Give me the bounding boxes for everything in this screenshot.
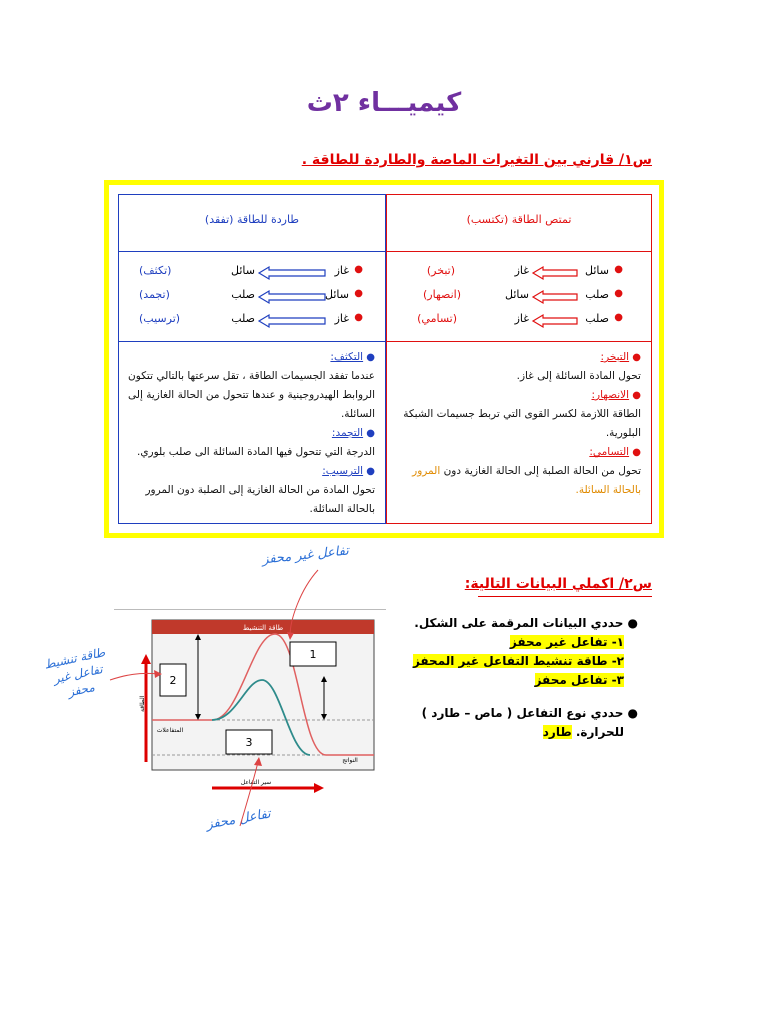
answer-type: طارد	[542, 725, 572, 739]
state-to: غاز	[514, 264, 529, 277]
question-2: س٢/ اكملي البيانات التالية:	[464, 576, 652, 592]
energy-diagram	[140, 612, 386, 802]
page-title: كيميـــاء ٢ث	[306, 88, 462, 118]
release-rows-cell	[118, 252, 386, 342]
list-item: للحرارة.	[575, 725, 624, 739]
state-from: سائل	[325, 288, 349, 301]
state-from: غاز	[334, 264, 349, 277]
term-evaporation: التبخر:	[600, 351, 630, 363]
reactants-label: المتفاعلات	[156, 727, 184, 734]
state-from: سائل	[585, 264, 609, 277]
state-from: صلب	[585, 312, 609, 325]
term-freezing: التجمد:	[331, 427, 364, 439]
release-row: ● سائل صلب (تجمد)	[139, 288, 363, 301]
answer-1: ١- تفاعل غير محفز	[509, 635, 624, 649]
divider	[114, 609, 386, 610]
definition: الطاقة اللازمة لكسر القوى التي تربط جسيمات الشبكة البلورية.	[403, 408, 641, 439]
arrow-icon	[533, 315, 577, 327]
absorb-row: ● صلب سائل (انصهار)	[423, 288, 623, 301]
label-3: 3	[245, 736, 253, 749]
answers-list: ● حددي البيانات المرقمة على الشكل. ١- تفاعل غير محفز ٢- طاقة تنشيط التفاعل غير المحفز ٣- تفاعل محفز ● حددي نوع التفاعل ( ماص – طارد ) للحرارة. طارد	[412, 616, 638, 739]
absorb-header: تمتص الطاقة (تكتسب)	[466, 213, 572, 226]
diagram-top-label: طاقة التنشيط	[242, 624, 284, 632]
process-name: (تبخر)	[426, 264, 455, 277]
absorb-definitions: ● التبخر: تحول المادة السائلة إلى غاز. ● الانصهار: الطاقة اللازمة لكسر القوى التي تربط جسيمات الشبكة البلورية. ● التسامي: تحول من الحالة الصلبة إلى الحالة الغازية دون المرور بالحالة السائلة.	[386, 342, 652, 524]
absorb-row: ● صلب غاز (تسامي)	[417, 312, 623, 325]
definition: تحول المادة من الحالة الغازية إلى الصلبة دون المرور بالحالة السائلة.	[145, 484, 375, 515]
arrow-icon	[259, 291, 325, 303]
arrow-icon	[259, 315, 325, 327]
divider	[478, 596, 652, 597]
products-label: النواتج	[342, 757, 358, 764]
absorb-rows-cell	[386, 252, 652, 342]
comparison-table	[118, 194, 652, 524]
arrow-icon	[533, 291, 577, 303]
term-condensation: التكثف:	[330, 351, 364, 363]
answer-2: ٢- طاقة تنشيط التفاعل غير المحفز	[412, 654, 624, 668]
definition: تحول المادة السائلة إلى غاز.	[516, 370, 641, 382]
release-row: ● غاز سائل (تكثف)	[139, 264, 363, 277]
state-to: صلب	[231, 288, 255, 301]
y-axis-label: الطاقة	[139, 695, 146, 712]
state-from: صلب	[585, 288, 609, 301]
handwritten-note: تفاعل محفز	[205, 806, 272, 833]
list-item: حددي البيانات المرقمة على الشكل.	[414, 616, 624, 630]
state-to: سائل	[505, 288, 529, 301]
state-to: غاز	[514, 312, 529, 325]
arrow-icon	[533, 267, 577, 279]
absorb-header-cell	[386, 194, 652, 252]
release-header: طاردة للطاقة (تفقد)	[204, 213, 300, 226]
process-name: (انصهار)	[423, 288, 461, 301]
state-to: سائل	[231, 264, 255, 277]
term-sublimation: التسامي:	[589, 446, 630, 458]
definition: الدرجة التي تتحول فيها المادة السائلة الى صلب بلوري.	[137, 446, 375, 458]
x-axis-label: سير التفاعل	[240, 779, 272, 786]
definition: تحول من الحالة الصلبة إلى الحالة الغازية دون	[443, 465, 641, 477]
absorb-row: ● سائل غاز (تبخر)	[426, 264, 623, 277]
release-header-cell	[118, 194, 386, 252]
label-1: 1	[309, 648, 317, 661]
release-definitions: ● التكثف: عندما تفقد الجسيمات الطاقة ، تقل سرعتها بالتالي تتكون الروابط الهيدروجينية و عندها تتحول من الحالة الغازية إلى السائلة. ● التجمد: الدرجة التي تتحول فيها المادة السائلة الى صلب بلوري. ● الترسيب: تحول المادة من الحالة الغازية إلى الصلبة دون المرور بالحالة السائلة.	[118, 342, 386, 524]
label-2: 2	[169, 674, 177, 687]
term-deposition: الترسيب:	[322, 465, 364, 477]
question-1: س١/ قارني بين التغيرات الماصة والطاردة للطاقة .	[301, 152, 652, 168]
definition-highlight: المرور	[412, 465, 441, 477]
release-row: ● غاز صلب (ترسيب)	[139, 312, 363, 325]
state-from: غاز	[334, 312, 349, 325]
process-name: (تكثف)	[139, 264, 172, 277]
process-name: (تسامي)	[417, 312, 457, 325]
definition: عندما تفقد الجسيمات الطاقة ، تقل سرعتها بالتالي تتكون الروابط الهيدروجينية و عندها تتحول من الحالة الغازية إلى السائلة.	[128, 370, 375, 420]
handwritten-note: تفاعل غير محفز	[261, 543, 350, 568]
term-melting: الانصهار:	[591, 389, 630, 401]
answer-3: ٣- تفاعل محفز	[534, 673, 624, 687]
process-name: (تجمد)	[139, 288, 170, 301]
arrow-icon	[259, 267, 325, 279]
handwritten-note: طاقة تنشيط تفاعل غير محفز	[42, 645, 107, 700]
list-item: حددي نوع التفاعل ( ماص – طارد )	[421, 706, 624, 720]
process-name: (ترسيب)	[139, 312, 181, 325]
definition: بالحالة السائلة.	[575, 484, 641, 496]
state-to: صلب	[231, 312, 255, 325]
